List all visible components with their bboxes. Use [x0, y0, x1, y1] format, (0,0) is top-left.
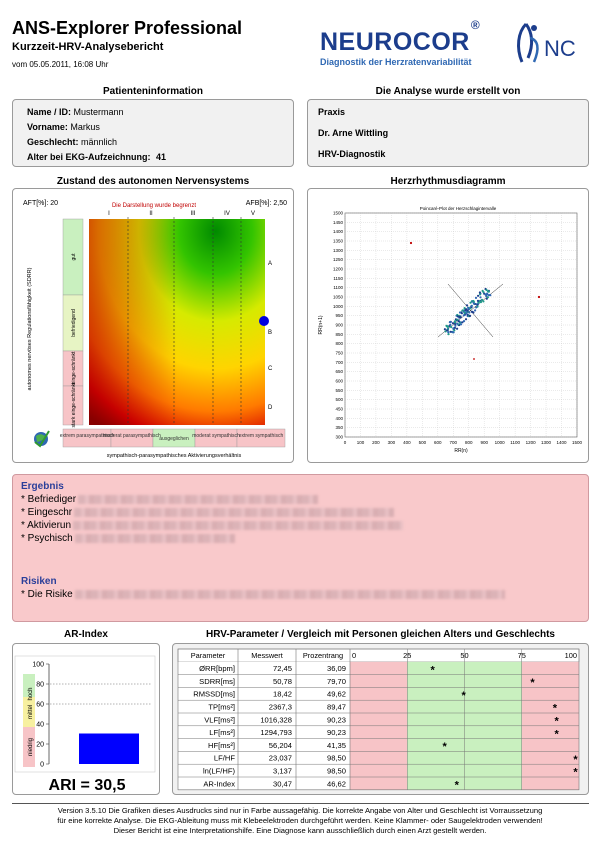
poincare-point — [477, 300, 479, 302]
table-scale-tick: 100 — [564, 651, 577, 660]
table-value: 18,42 — [272, 689, 292, 699]
poincare-point — [474, 309, 476, 311]
table-rank: 98,50 — [326, 766, 346, 776]
analysis-line: HRV-Diagnostik — [318, 149, 386, 159]
poincare-point — [472, 300, 474, 302]
poincare-point — [480, 301, 482, 303]
result-line — [21, 532, 235, 545]
ans-section-title: Zustand des autonomen Nervensystems — [56, 176, 250, 187]
table-scale-tick: 50 — [460, 651, 469, 660]
poincare-x-tick: 0 — [343, 440, 347, 445]
table-value: 2367,3 — [268, 702, 292, 712]
poincare-x-tick: 1500 — [571, 440, 583, 445]
poincare-point — [482, 290, 484, 292]
poincare-point — [467, 307, 469, 309]
poincare-point — [465, 318, 467, 320]
ans-right-tick: C — [268, 366, 273, 372]
report-subtitle: Kurzzeit-HRV-Analysebericht — [12, 41, 164, 53]
poincare-y-tick: 1300 — [332, 247, 343, 253]
ans-bottom-label: extrem sympathisch — [238, 433, 284, 439]
poincare-point — [467, 309, 469, 311]
table-param: TP[ms²] — [208, 702, 235, 712]
poincare-y-tick: 1450 — [332, 219, 343, 225]
table-param: ln(LF/HF) — [202, 766, 235, 776]
footer-line: Version 3.5.10 Die Grafiken dieses Ausdrucks sind nur in Farbe aussagefähig. Die korrekte Angabe von Alter und Geschlecht ist Vorraussetzung — [57, 806, 543, 815]
table-rank: 79,70 — [326, 676, 346, 686]
logo-text: NEUROCOR — [320, 28, 470, 56]
redacted-text — [73, 521, 403, 530]
patient-section-title: Patienteninformation — [102, 86, 203, 97]
ans-xlabel: sympathisch-parasympathisches Aktivierungsverhältnis — [106, 453, 242, 459]
ans-top-tick: I — [108, 211, 110, 217]
poincare-point — [458, 320, 460, 322]
poincare-y-tick: 1000 — [332, 303, 343, 309]
result-line-text: * Befriediger — [21, 494, 77, 505]
ari-y-tick: 0 — [40, 761, 44, 769]
table-param: VLF[ms²] — [204, 715, 235, 725]
result-panel — [12, 474, 589, 622]
hrv-diagram-title: Herzrhythmusdiagramm — [390, 176, 506, 187]
table-header-cell: Prozentrang — [302, 651, 344, 660]
poincare-y-tick: 800 — [335, 341, 343, 347]
ari-chart — [13, 644, 161, 796]
redacted-text — [75, 590, 505, 599]
patient-value: 41 — [156, 152, 167, 162]
footer-note — [0, 806, 600, 836]
poincare-y-tick: 1200 — [332, 266, 343, 272]
patient-info-panel — [12, 99, 294, 167]
poincare-point — [481, 299, 483, 301]
ari-y-tick: 80 — [36, 681, 44, 689]
aft-label: AFT[%]: 20 — [23, 200, 59, 207]
poincare-ylabel: RR(n+1) — [318, 315, 324, 335]
ans-right-tick: A — [268, 261, 273, 267]
ans-gradient-shade — [89, 219, 265, 425]
poincare-point — [469, 315, 471, 317]
poincare-point — [454, 325, 456, 327]
poincare-y-tick: 500 — [335, 397, 343, 403]
analysis-section-title: Die Analyse wurde erstellt von — [375, 86, 521, 97]
ans-state-marker — [259, 316, 269, 326]
analysis-line: Praxis — [318, 107, 346, 117]
poincare-caption: Poincaré-Plot der Herzschlagintervalle — [419, 206, 497, 211]
poincare-y-tick: 1150 — [333, 275, 343, 281]
poincare-point — [472, 311, 474, 313]
poincare-point — [471, 305, 473, 307]
hrv-diagram-panel — [307, 188, 589, 463]
table-value: 3,137 — [272, 766, 292, 776]
patient-label: Name / ID: — [27, 107, 72, 117]
poincare-y-tick: 900 — [335, 322, 343, 328]
table-value: 56,204 — [268, 740, 292, 750]
poincare-outlier — [538, 296, 540, 298]
poincare-x-tick: 500 — [418, 440, 427, 445]
globe-icon — [34, 431, 49, 446]
ari-value-label: ARI = 30,5 — [48, 777, 126, 794]
table-rank-marker: * — [430, 664, 435, 677]
afb-label: AFB[%]: 2,50 — [245, 200, 287, 207]
table-rank-marker: * — [461, 689, 466, 702]
table-rank-marker: * — [554, 728, 559, 741]
poincare-plot — [308, 189, 590, 464]
table-rank: 49,62 — [326, 689, 346, 699]
table-rank: 90,23 — [326, 728, 346, 738]
ans-left-label: stark einge-schränkt — [71, 382, 77, 428]
table-scale-tick: 0 — [352, 651, 357, 660]
table-header-cell: Messwert — [251, 651, 283, 660]
table-param: LF/HF — [213, 753, 235, 763]
poincare-y-tick: 1350 — [332, 238, 343, 244]
table-rank: 41,35 — [326, 740, 346, 750]
poincare-point — [456, 319, 458, 321]
table-param: HF[ms²] — [208, 740, 235, 750]
patient-value: Mustermann — [73, 107, 124, 117]
logo-mark-text: NC — [544, 36, 576, 61]
table-param: AR-Index — [203, 779, 235, 789]
poincare-point — [447, 326, 449, 328]
poincare-x-tick: 700 — [449, 440, 458, 445]
poincare-point — [466, 304, 468, 306]
ari-section-title: AR-Index — [64, 629, 108, 640]
poincare-x-tick: 600 — [434, 440, 442, 445]
ari-zone-label: niedrig — [28, 737, 34, 757]
poincare-point — [487, 296, 489, 298]
ans-top-tick: III — [190, 211, 196, 217]
patient-label: Vorname: — [27, 122, 68, 132]
poincare-point — [488, 294, 490, 296]
report-title: ANS-Explorer Professional — [12, 18, 243, 38]
ans-bottom-label: ausgeglichen — [159, 436, 189, 442]
poincare-y-tick: 1250 — [332, 257, 343, 263]
ans-bottom-label: moderat parasympathisch — [103, 433, 161, 439]
table-header-cell: Parameter — [190, 651, 226, 660]
table-rank-marker: * — [573, 753, 578, 766]
poincare-point — [475, 297, 477, 299]
poincare-point — [450, 326, 452, 328]
table-rank-marker: * — [573, 766, 578, 779]
poincare-point — [454, 320, 456, 322]
table-rank: 89,47 — [326, 702, 346, 712]
result-line — [21, 506, 394, 519]
poincare-y-tick: 1500 — [332, 210, 343, 216]
poincare-y-tick: 450 — [335, 406, 343, 412]
poincare-y-tick: 1100 — [333, 285, 343, 291]
table-rank: 36,09 — [326, 664, 346, 674]
poincare-point — [473, 303, 475, 305]
poincare-point — [461, 321, 463, 323]
poincare-point — [459, 311, 461, 313]
footer-divider — [12, 803, 589, 804]
poincare-y-tick: 600 — [335, 378, 343, 384]
poincare-point — [465, 309, 467, 311]
table-value: 50,78 — [272, 676, 292, 686]
table-param: RMSSD[ms] — [193, 689, 235, 699]
table-value: 23,037 — [268, 753, 292, 763]
risk-line-text: * Die Risike — [21, 589, 73, 600]
ans-bottom-label: extrem parasympathisch — [59, 433, 115, 439]
table-rank: 46,62 — [326, 779, 346, 789]
risk-line — [21, 588, 505, 601]
table-scale-tick: 75 — [517, 651, 526, 660]
result-line — [21, 493, 318, 506]
result-line-text: * Aktivierun — [21, 520, 72, 531]
table-value: 1016,328 — [260, 715, 292, 725]
poincare-point — [456, 328, 458, 330]
poincare-y-tick: 750 — [335, 350, 343, 356]
footer-line: Dieser Bericht ist eine Interpretationshilfe. Eine Diagnose kann ausschließlich durch einen Arzt gestellt werden. — [113, 826, 487, 835]
poincare-point — [447, 333, 449, 335]
poincare-y-tick: 350 — [335, 425, 343, 431]
poincare-point — [469, 302, 471, 304]
analysis-info-panel — [307, 99, 589, 167]
report-date: vom 05.05.2011, 16:08 Uhr — [12, 60, 109, 69]
poincare-point — [468, 311, 470, 313]
hrv-table-title: HRV-Parameter / Vergleich mit Personen gleichen Alters und Geschlechts — [205, 629, 555, 640]
poincare-x-tick: 800 — [464, 440, 473, 445]
poincare-x-tick: 1100 — [510, 440, 520, 445]
analysis-line: Dr. Arne Wittling — [318, 128, 389, 138]
poincare-y-tick: 550 — [335, 387, 343, 393]
poincare-point — [450, 331, 452, 333]
ari-y-tick: 60 — [36, 701, 44, 709]
poincare-y-tick: 1400 — [332, 229, 343, 235]
hrv-table-panel — [172, 643, 589, 795]
ans-state-chart — [13, 189, 295, 464]
poincare-outlier — [410, 242, 412, 244]
ans-left-label: einge-schränkt — [71, 351, 77, 385]
poincare-x-tick: 200 — [372, 440, 380, 445]
poincare-point — [461, 310, 463, 312]
table-rank: 98,50 — [326, 753, 346, 763]
ans-left-label: gut — [71, 253, 77, 261]
poincare-point — [488, 291, 490, 293]
poincare-point — [460, 323, 462, 325]
table-param: SDRR[ms] — [199, 676, 235, 686]
poincare-y-tick: 650 — [335, 369, 343, 375]
ans-left-label: befriedigend — [71, 309, 77, 337]
poincare-point — [475, 306, 477, 308]
redacted-text — [78, 495, 318, 504]
poincare-point — [461, 312, 463, 314]
poincare-point — [456, 323, 458, 325]
poincare-point — [444, 328, 446, 330]
poincare-point — [446, 329, 448, 331]
ans-ylabel: autonomes nervöses Regulationsfähigkeit (SDRR) — [27, 267, 33, 391]
ans-chart-panel — [12, 188, 294, 463]
table-value: 72,45 — [272, 664, 292, 674]
poincare-point — [463, 312, 465, 314]
poincare-point — [465, 312, 467, 314]
ans-top-tick: II — [149, 211, 153, 217]
poincare-point — [449, 324, 451, 326]
poincare-point — [479, 291, 481, 293]
poincare-x-tick: 100 — [356, 440, 365, 445]
poincare-x-tick: 900 — [480, 440, 488, 445]
table-rank: 90,23 — [326, 715, 346, 725]
ans-right-tick: D — [268, 405, 273, 411]
logo-reg: ® — [470, 17, 481, 32]
ans-banner: Die Darstellung wurde begrenzt — [111, 203, 197, 209]
patient-row — [27, 137, 117, 147]
poincare-point — [452, 327, 454, 329]
ari-bar — [79, 734, 139, 765]
result-line-text: * Psychisch — [21, 533, 73, 544]
poincare-point — [459, 316, 461, 318]
table-value: 30,47 — [272, 779, 292, 789]
ans-top-tick: V — [250, 211, 256, 217]
risk-heading: Risiken — [21, 576, 57, 587]
poincare-x-tick: 1000 — [494, 440, 505, 445]
ans-top-tick: IV — [224, 211, 230, 217]
poincare-point — [486, 293, 488, 295]
poincare-point — [452, 322, 454, 324]
poincare-point — [479, 296, 481, 298]
table-param: ØRR[bpm] — [199, 664, 235, 674]
poincare-y-tick: 1050 — [332, 294, 343, 300]
patient-row — [27, 107, 124, 117]
table-rank-marker: * — [530, 677, 535, 690]
table-rank-marker: * — [454, 779, 459, 792]
ari-y-tick: 100 — [32, 661, 44, 669]
result-line-text: * Eingeschr — [21, 507, 73, 518]
nc-logo-icon — [512, 18, 584, 70]
poincare-x-tick: 1400 — [556, 440, 567, 445]
poincare-y-tick: 400 — [335, 415, 343, 421]
ans-bottom-label: moderat sympathisch — [192, 433, 240, 439]
poincare-y-tick: 850 — [335, 331, 343, 337]
poincare-point — [463, 314, 465, 316]
ans-right-tick: B — [268, 330, 273, 336]
ari-zone-label: hoch — [28, 687, 34, 701]
patient-label: Geschlecht: — [27, 137, 79, 147]
logo-tagline: Diagnostik der Herzratenvariabilität — [320, 57, 472, 67]
neurocor-logo — [320, 17, 481, 57]
table-rank-marker: * — [554, 715, 559, 728]
poincare-outlier — [473, 358, 475, 360]
poincare-x-tick: 1300 — [541, 440, 552, 445]
patient-value: Markus — [70, 122, 100, 132]
ari-y-tick: 40 — [36, 721, 44, 729]
poincare-x-tick: 400 — [403, 440, 411, 445]
patient-row — [27, 122, 100, 132]
result-line — [21, 519, 403, 532]
poincare-xlabel: RR(n) — [454, 448, 468, 454]
table-value: 1294,793 — [260, 728, 292, 738]
table-param: LF[ms²] — [209, 728, 235, 738]
redacted-text — [74, 508, 394, 517]
ari-zone-label: mittel — [28, 704, 34, 720]
redacted-text — [75, 534, 235, 543]
poincare-y-tick: 700 — [335, 359, 343, 365]
poincare-x-tick: 300 — [387, 440, 396, 445]
patient-label: Alter bei EKG-Aufzeichnung: — [27, 152, 151, 162]
table-rank-marker: * — [552, 702, 558, 715]
poincare-point — [479, 293, 481, 295]
table-scale-tick: 25 — [403, 651, 412, 660]
footer-line: für eine korrekte Analyse. Die EKG-Ableitung muss mit Klebeelektroden durchgeführt werden. Keine Klammer- oder Saugelektroden verwenden! — [57, 816, 543, 825]
poincare-point — [477, 295, 479, 297]
poincare-y-tick: 300 — [335, 434, 343, 440]
table-rank-marker: * — [442, 741, 447, 754]
hrv-parameter-table — [173, 644, 590, 796]
poincare-point — [449, 321, 451, 323]
poincare-y-tick: 950 — [335, 313, 343, 319]
ari-y-tick: 20 — [36, 741, 44, 749]
patient-row — [27, 152, 166, 162]
result-heading: Ergebnis — [21, 481, 64, 492]
patient-value: männlich — [81, 137, 118, 147]
ari-panel — [12, 643, 160, 795]
poincare-x-tick: 1200 — [525, 440, 536, 445]
